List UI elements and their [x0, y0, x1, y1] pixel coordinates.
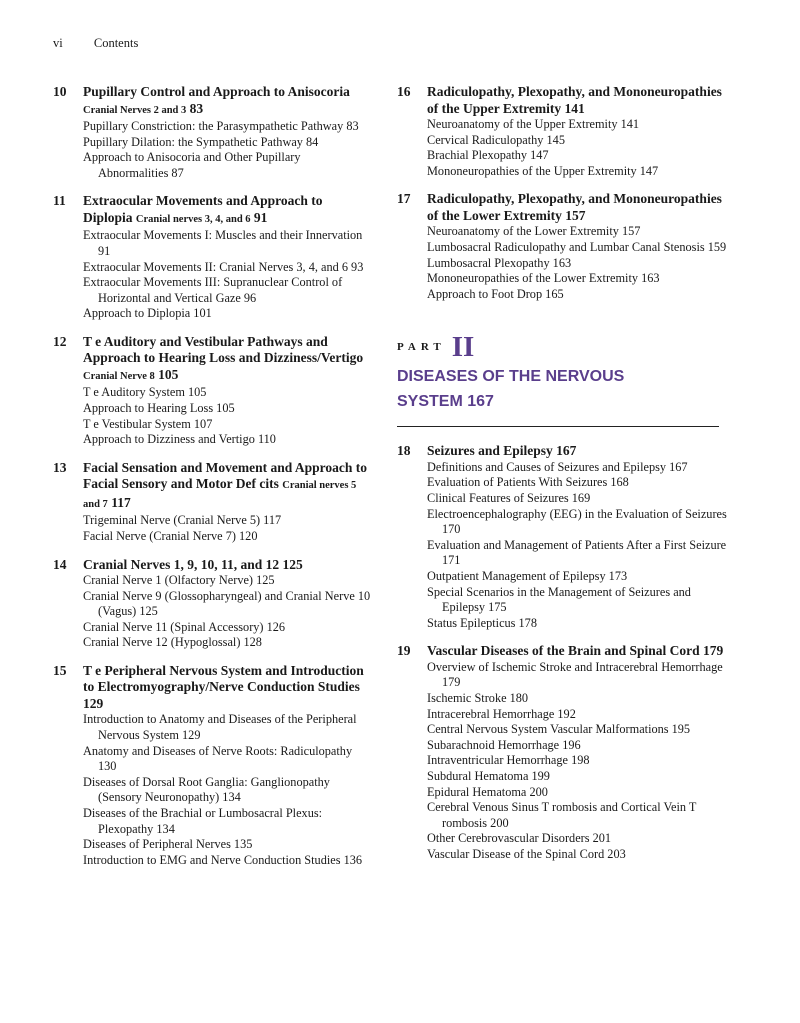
- chapter-number: 14: [53, 556, 67, 572]
- toc-entry: Trigeminal Nerve (Cranial Nerve 5) 117: [83, 513, 282, 528]
- toc-entry: Neuroanatomy of the Upper Extremity 141: [427, 117, 640, 131]
- chapter-body: [83, 193, 373, 322]
- toc-chapter: [53, 193, 373, 322]
- part-title-line1: DISEASES OF THE NERVOUS: [397, 368, 625, 386]
- toc-right-top: [397, 84, 727, 302]
- chapter-number: 13: [53, 459, 67, 475]
- toc-entry: Diseases of the Brachial or Lumbosacral Plexus: Plexopathy 134: [83, 806, 323, 836]
- toc-entry: Approach to Hearing Loss 105: [83, 401, 235, 416]
- chapter-title: Pupillary Control and Approach to Anisocoria: [83, 84, 350, 99]
- toc-entry: Outpatient Management of Epilepsy 173: [427, 569, 628, 583]
- section-title: Contents: [93, 36, 139, 50]
- chapter-note: Cranial Nerve 8: [83, 370, 155, 382]
- chapter-body: [83, 334, 373, 448]
- chapter-heading: [427, 443, 727, 460]
- toc-chapter: [397, 84, 727, 179]
- chapter-body: [83, 460, 373, 545]
- toc-entry: Vascular Disease of the Spinal Cord 203: [427, 847, 626, 861]
- part-label: PART: [397, 341, 446, 354]
- chapter-body: [427, 191, 727, 302]
- toc-entry: Intracerebral Hemorrhage 192: [427, 706, 576, 721]
- toc-entry: T e Vestibular System 107: [83, 416, 213, 431]
- chapter-page: 91: [253, 209, 268, 225]
- chapter-page: 141: [564, 100, 585, 116]
- toc-entry: Pupillary Dilation: the Sympathetic Pathway 84: [83, 134, 319, 149]
- toc-entry: Evaluation and Management of Patients After a First Seizure 171: [427, 537, 727, 568]
- toc-entry: Subarachnoid Hemorrhage 196: [427, 737, 581, 752]
- chapter-title: Radiculopathy, Plexopathy, and Mononeuropathies of the Lower Extremity: [427, 191, 722, 223]
- chapter-page: 179: [703, 643, 724, 659]
- chapter-heading: [83, 334, 373, 386]
- chapter-number: 18: [397, 443, 411, 459]
- chapter-heading: [427, 643, 727, 660]
- part-title-line2: SYSTEM 167: [397, 393, 494, 411]
- toc-entry: T e Auditory System 105: [83, 385, 207, 400]
- chapter-heading: [83, 663, 373, 713]
- toc-entry: Electroencephalography (EEG) in the Evaluation of Seizures 170: [427, 506, 727, 537]
- part-heading: [397, 332, 727, 427]
- toc-left-column: [53, 84, 373, 880]
- toc-entry: Other Cerebrovascular Disorders 201: [427, 831, 612, 846]
- chapter-heading: [427, 191, 727, 224]
- chapter-number: 19: [397, 643, 411, 659]
- page-number: vi: [53, 36, 63, 50]
- part-divider: [397, 426, 719, 427]
- chapter-entries: [83, 712, 373, 868]
- toc-entry: Diseases of Peripheral Nerves 135: [83, 837, 253, 852]
- chapter-entries: [83, 573, 373, 651]
- chapter-heading: [83, 557, 373, 574]
- chapter-number: 11: [53, 193, 66, 209]
- chapter-page: 157: [565, 207, 586, 223]
- toc-entry: Cervical Radiculopathy 145: [427, 132, 565, 147]
- chapter-page: 117: [111, 494, 131, 510]
- toc-entry: Central Nervous System Vascular Malformations 195: [427, 722, 691, 737]
- part-number: II: [451, 331, 475, 364]
- chapter-number: 16: [397, 84, 411, 99]
- toc-entry: Clinical Features of Seizures 169: [427, 491, 591, 506]
- chapter-entries: [427, 117, 727, 179]
- chapter-page: 83: [189, 100, 204, 116]
- toc-entry: Subdural Hematoma 199: [427, 769, 550, 784]
- chapter-title: T e Peripheral Nervous System and Introduction to Electromyography/Nerve Conduction Studies: [83, 662, 364, 695]
- toc-entry: Neuroanatomy of the Lower Extremity 157: [427, 224, 641, 239]
- chapter-body: [427, 84, 727, 179]
- chapter-number: 10: [53, 84, 67, 99]
- toc-entry: Pupillary Constriction: the Parasympathetic Pathway 83: [83, 119, 359, 133]
- chapter-entries: [427, 224, 727, 302]
- toc-entry: Cerebral Venous Sinus T rombosis and Cortical Vein T rombosis 200: [427, 800, 697, 830]
- chapter-entries: [427, 460, 727, 632]
- chapter-title: Facial Sensation and Movement and Approach to Facial Sensory and Motor Def cits: [83, 459, 368, 492]
- chapter-title: Vascular Diseases of the Brain and Spinal Cord: [427, 643, 700, 659]
- chapter-note: Cranial Nerves 2 and 3: [83, 104, 187, 116]
- toc-entry: Diseases of Dorsal Root Ganglia: Ganglionopathy (Sensory Neuronopathy) 134: [83, 774, 330, 805]
- toc-chapter: [397, 443, 727, 631]
- chapter-heading: [83, 460, 373, 514]
- toc-right-column: [397, 84, 727, 875]
- toc-entry: Epidural Hematoma 200: [427, 784, 548, 799]
- chapter-page: 105: [158, 366, 179, 382]
- toc-entry: Anatomy and Diseases of Nerve Roots: Radiculopathy 130: [83, 743, 353, 774]
- toc-entry: Special Scenarios in the Management of Seizures and Epilepsy 175: [427, 584, 691, 615]
- chapter-entries: [427, 660, 727, 863]
- chapter-body: [427, 643, 727, 862]
- toc-entry: Mononeuropathies of the Upper Extremity 147: [427, 163, 659, 178]
- toc-entry: Cranial Nerve 9 (Glossopharyngeal) and Cranial Nerve 10 (Vagus) 125: [83, 588, 371, 619]
- chapter-entries: [83, 513, 373, 544]
- toc-entry: Extraocular Movements III: Supranuclear Control of Horizontal and Vertical Gaze 96: [83, 275, 343, 305]
- chapter-body: [83, 84, 373, 181]
- chapter-title: Extraocular Movements and Approach to Diplopia: [83, 193, 323, 225]
- chapter-number: 17: [397, 191, 411, 207]
- toc-entry: Extraocular Movements I: Muscles and their Innervation 91: [83, 228, 363, 258]
- chapter-entries: [83, 385, 373, 447]
- chapter-title: Radiculopathy, Plexopathy, and Mononeuropathies of the Upper Extremity: [427, 84, 722, 116]
- toc-chapter: [397, 643, 727, 862]
- toc-entry: Brachial Plexopathy 147: [427, 148, 549, 163]
- chapter-number: 15: [53, 662, 67, 678]
- toc-entry: Introduction to EMG and Nerve Conduction Studies 136: [83, 852, 363, 867]
- toc-entry: Approach to Dizziness and Vertigo 110: [83, 432, 276, 447]
- chapter-page: 125: [282, 556, 303, 572]
- toc-chapter: [53, 334, 373, 448]
- toc-entry: Lumbosacral Plexopathy 163: [427, 255, 572, 270]
- toc-entry: Introduction to Anatomy and Diseases of the Peripheral Nervous System 129: [83, 712, 357, 743]
- toc-chapter: [53, 557, 373, 651]
- toc-entry: Ischemic Stroke 180: [427, 691, 529, 706]
- toc-entry: Approach to Foot Drop 165: [427, 286, 564, 301]
- toc-entry: Overview of Ischemic Stroke and Intracerebral Hemorrhage 179: [427, 659, 723, 690]
- toc-entry: Facial Nerve (Cranial Nerve 7) 120: [83, 528, 258, 543]
- toc-entry: Cranial Nerve 1 (Olfactory Nerve) 125: [83, 573, 275, 587]
- chapter-page: 167: [556, 443, 577, 459]
- chapter-title: Seizures and Epilepsy: [427, 443, 553, 459]
- running-header: [53, 36, 138, 51]
- toc-entry: Evaluation of Patients With Seizures 168: [427, 475, 629, 490]
- toc-entry: Approach to Anisocoria and Other Pupillary Abnormalities 87: [83, 150, 301, 180]
- toc-entry: Intraventricular Hemorrhage 198: [427, 753, 590, 768]
- chapter-heading: [83, 193, 373, 228]
- toc-entry: Status Epilepticus 178: [427, 615, 537, 630]
- toc-entry: Definitions and Causes of Seizures and Epilepsy 167: [427, 459, 688, 474]
- chapter-heading: [83, 84, 373, 119]
- chapter-heading: [427, 84, 727, 117]
- chapter-entries: [83, 228, 373, 322]
- chapter-note: Cranial nerves 3, 4, and 6: [135, 213, 251, 225]
- chapter-body: [83, 663, 373, 868]
- chapter-number: 12: [53, 333, 67, 349]
- toc-entry: Cranial Nerve 12 (Hypoglossal) 128: [83, 635, 262, 650]
- chapter-body: [83, 557, 373, 651]
- toc-entry: Approach to Diplopia 101: [83, 306, 212, 321]
- toc-entry: Cranial Nerve 11 (Spinal Accessory) 126: [83, 619, 286, 634]
- toc-entry: Mononeuropathies of the Lower Extremity 163: [427, 271, 660, 286]
- toc-right-bottom: [397, 443, 727, 862]
- toc-chapter: [53, 84, 373, 181]
- toc-entry: Lumbosacral Radiculopathy and Lumbar Canal Stenosis 159: [427, 239, 727, 254]
- toc-chapter: [53, 460, 373, 545]
- chapter-entries: [83, 119, 373, 181]
- toc-entry: Extraocular Movements II: Cranial Nerves 3, 4, and 6 93: [83, 259, 364, 274]
- chapter-title: Cranial Nerves 1, 9, 10, 11, and 12: [83, 556, 280, 572]
- chapter-note: Cranial nerves 5 and 7: [83, 480, 357, 510]
- toc-chapter: [397, 191, 727, 302]
- chapter-page: 129: [83, 695, 104, 711]
- toc-chapter: [53, 663, 373, 868]
- chapter-body: [427, 443, 727, 631]
- chapter-title: T e Auditory and Vestibular Pathways and Approach to Hearing Loss and Dizziness/Vertigo: [83, 333, 364, 366]
